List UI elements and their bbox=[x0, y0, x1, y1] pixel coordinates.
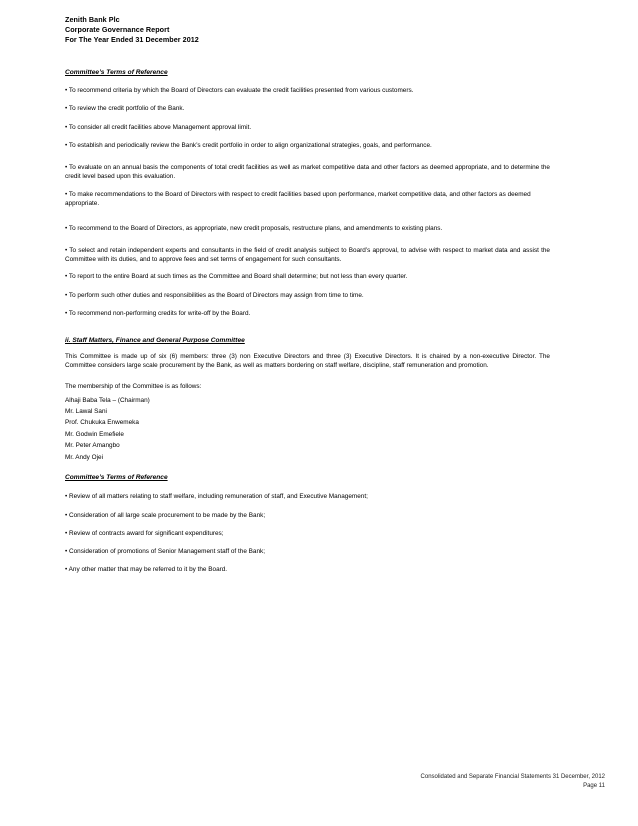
section1-item-6: • To make recommendations to the Board of Directors with respect to credit facilities based upon performance, market competitive data, and other factors as deemed appropriate. bbox=[65, 191, 531, 208]
section1-item-8: • To select and retain independent experts and consultants in the field of credit analysis subject to Board’s approval, to advise with respect to market data and assist the Committee with its duties, and to approve fees and set terms of engagement for such consultants. bbox=[65, 247, 550, 264]
section1-item-3: • To consider all credit facilities above Management approval limit. bbox=[65, 124, 252, 131]
section2-heading bbox=[65, 336, 550, 345]
section1-item-5: • To evaluate on an annual basis the components of total credit facilities as well as market competitive data and other factors as deemed appropriate, and to determine the credit level based upon this evaluation. bbox=[65, 164, 550, 181]
section2-heading-prefix: ii. bbox=[65, 337, 73, 344]
section2-item-2: • Consideration of all large scale procurement to be made by the Bank; bbox=[65, 512, 266, 519]
member-4: Mr. Godwin Emefiele bbox=[65, 431, 124, 438]
section2-heading-title: Staff Matters, Finance and General Purpose Committee bbox=[72, 337, 245, 344]
section2-intro: This Committee is made up of six (6) members: three (3) non Executive Directors and three (3) Executive Directors. It is chaired by a non-executive Director. The Committee considers large scale procurement by the Bank, as well as matters bordering on staff welfare, discipline, staff remuneration and promotion. bbox=[65, 353, 550, 370]
member-6: Mr. Andy Ojei bbox=[65, 454, 104, 461]
page-number: Page 11 bbox=[583, 782, 605, 789]
section1-item-2: • To review the credit portfolio of the Bank. bbox=[65, 105, 185, 112]
section1-item-7: • To recommend to the Board of Directors, as appropriate, new credit proposals, restructure plans, and amendments to existing plans. bbox=[65, 225, 443, 232]
section1-item-10: • To perform such other duties and responsibilities as the Board of Directors may assign from time to time. bbox=[65, 292, 364, 299]
section2-item-4: • Consideration of promotions of Senior Management staff of the Bank; bbox=[65, 548, 265, 555]
section2-tor-heading: Committee’s Terms of Reference bbox=[65, 474, 168, 481]
section1-item-11: • To recommend non-performing credits for write-off by the Board. bbox=[65, 310, 251, 317]
document-header bbox=[65, 15, 199, 45]
footer-statement-title: Consolidated and Separate Financial Statements 31 December, 2012 bbox=[420, 774, 605, 780]
report-period: For The Year Ended 31 December 2012 bbox=[65, 35, 199, 44]
section1-heading: Committee’s Terms of Reference bbox=[65, 69, 168, 76]
member-5: Mr. Peter Amangbo bbox=[65, 442, 120, 449]
membership-label: The membership of the Committee is as follows: bbox=[65, 383, 202, 390]
section1-item-4: • To establish and periodically review the Bank’s credit portfolio in order to align organizational strategies, goals, and performance. bbox=[65, 142, 432, 149]
section2-item-3: • Review of contracts award for significant expenditures; bbox=[65, 530, 224, 537]
member-1: Alhaji Baba Tela – (Chairman) bbox=[65, 397, 150, 404]
section1-item-9: • To report to the entire Board at such times as the Committee and Board shall determine; but not less than every quarter. bbox=[65, 273, 408, 280]
company-name: Zenith Bank Plc bbox=[65, 15, 120, 24]
section2-item-1: • Review of all matters relating to staff welfare, including remuneration of staff, and Executive Management; bbox=[65, 493, 368, 500]
report-title: Corporate Governance Report bbox=[65, 25, 170, 34]
page-footer bbox=[421, 773, 605, 790]
section1-item-1: • To recommend criteria by which the Board of Directors can evaluate the credit facilities presented from various customers. bbox=[65, 87, 414, 94]
member-2: Mr. Lawal Sani bbox=[65, 408, 107, 415]
member-3: Prof. Chukuka Enwemeka bbox=[65, 419, 139, 426]
section2-item-5: • Any other matter that may be referred to it by the Board. bbox=[65, 566, 228, 573]
